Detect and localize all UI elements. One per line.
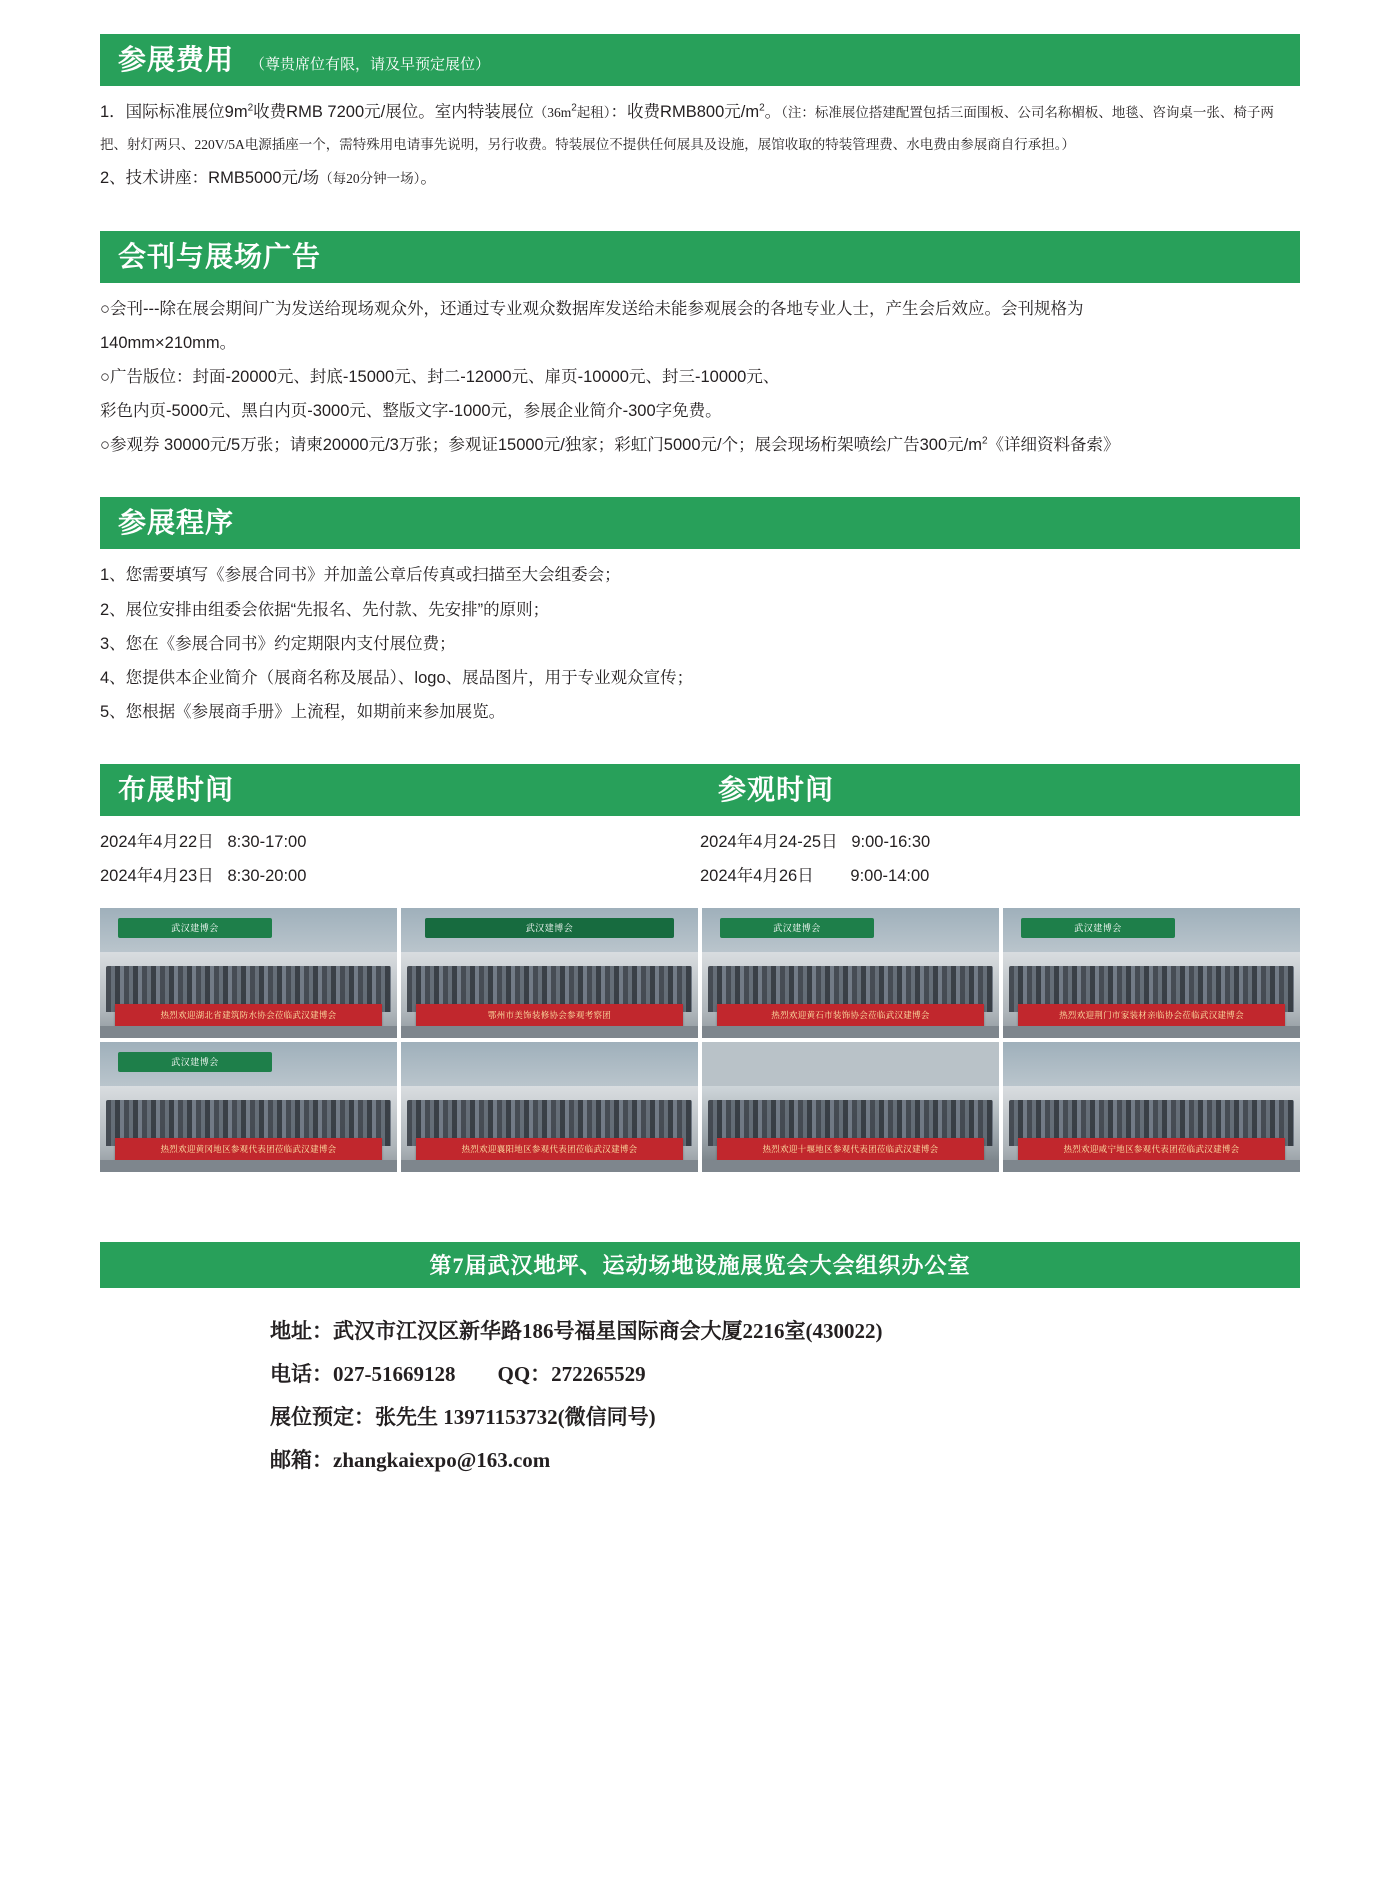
contact-phone-line <box>270 1353 1300 1396</box>
gallery-photo <box>702 908 999 1038</box>
contact-email-line <box>270 1439 1300 1482</box>
catalog-line-3: 彩色内页-5000元、黑白内页-3000元、整版文字-1000元，参展企业简介-300字免费。 <box>100 402 722 421</box>
photo-ground <box>1003 1026 1300 1038</box>
photo-ground <box>401 1026 698 1038</box>
fees-sup-2: 2 <box>571 102 577 114</box>
catalog-line-1: ○会刊---除在展会期间广为发送给现场观众外，还通过专业观众数据库发送给未能参观展会的各地专业人士，产生会后效应。会刊规格为 <box>100 299 1084 318</box>
fees-line1-f: 。 <box>764 103 782 121</box>
photo-ground <box>100 1026 397 1038</box>
fees-line-1 <box>100 96 1300 160</box>
gallery-photo <box>1003 908 1300 1038</box>
catalog-body <box>100 293 1300 462</box>
procedure-item-4: 4、您提供本企业简介（展商名称及展品）、logo、展品图片，用于专业观众宣传； <box>100 668 694 687</box>
gallery-photo <box>702 1042 999 1172</box>
qq-label: QQ： <box>497 1361 552 1386</box>
schedule-times <box>100 826 1300 894</box>
photo-ground <box>100 1160 397 1172</box>
procedure-item-3: 3、您在《参展合同书》约定期限内支付展位费； <box>100 634 456 653</box>
photo-expo-logo: 武汉建博会 <box>118 1052 272 1072</box>
catalog-line-1b: 140mm×210mm。 <box>100 333 237 352</box>
photo-welcome-banner: 鄂州市美饰装修协会参观考察团 <box>416 1004 683 1026</box>
fees-line-2 <box>100 162 1300 194</box>
section-header-fees <box>100 34 1300 86</box>
address-label: 地址： <box>270 1318 333 1343</box>
fees-line2-end: 。 <box>420 169 437 188</box>
procedure-item-1: 1、您需要填写《参展合同书》并加盖公章后传真或扫描至大会组委会； <box>100 566 621 585</box>
catalog-line-2: ○广告版位：封面-20000元、封底-15000元、封二-12000元、扉页-10000元、封三-10000元、 <box>100 367 780 386</box>
spacer-after-procedure <box>100 730 1300 764</box>
email-value[interactable]: zhangkaiexpo@163.com <box>333 1448 551 1472</box>
photo-expo-logo: 武汉建博会 <box>1021 918 1175 938</box>
visit-time-2: 2024年4月26日 9:00-14:00 <box>700 867 930 886</box>
schedule-header-row <box>100 764 1300 816</box>
catalog-line4-b: 《详细资料备索》 <box>987 436 1120 455</box>
procedure-body <box>100 559 1300 728</box>
photo-ground <box>401 1160 698 1172</box>
setup-times-column <box>100 826 700 894</box>
fees-note: （注：标准展位搭建配置包括三面围板、公司名称楣板、地毯、咨询桌一张、椅子两把、射灯两只、220V/5A电源插座一个，需特殊用电请事先说明，另行收费。特装展位不提供任何展具及设施，展馆收取的特装管理费、水电费由参展商自行承担。） <box>100 105 1274 153</box>
fees-body <box>100 96 1300 195</box>
fees-line1-c: （36m <box>533 105 572 120</box>
photo-welcome-banner: 热烈欢迎襄阳地区参观代表团莅临武汉建博会 <box>416 1138 683 1160</box>
section-title-visit: 参观时间 <box>718 774 835 806</box>
gallery-photo <box>100 1042 397 1172</box>
catalog-line4-sup: 2 <box>981 435 988 447</box>
gallery-photo <box>401 1042 698 1172</box>
fees-line2-text: 2、技术讲座：RMB5000元/场 <box>100 169 320 188</box>
photo-welcome-banner: 热烈欢迎湖北省建筑防水协会莅临武汉建博会 <box>115 1004 382 1026</box>
contact-address-line <box>270 1310 1300 1353</box>
fees-sup-1: 2 <box>247 102 254 114</box>
photo-welcome-banner: 热烈欢迎黄石市装饰协会莅临武汉建博会 <box>717 1004 984 1026</box>
phone-label: 电话： <box>270 1361 333 1386</box>
fees-line2-note: （每20分钟一场） <box>319 171 421 187</box>
booth-label: 展位预定： <box>270 1404 375 1429</box>
fees-line1-d: 起租） <box>576 105 611 120</box>
photo-welcome-banner: 热烈欢迎荆门市家装材亲临协会莅临武汉建博会 <box>1018 1004 1285 1026</box>
contact-block <box>100 1310 1300 1482</box>
photo-welcome-banner: 热烈欢迎咸宁地区参观代表团莅临武汉建博会 <box>1018 1138 1285 1160</box>
procedure-item-5: 5、您根据《参展商手册》上流程，如期前来参加展览。 <box>100 703 506 722</box>
section-title-fees: 参展费用 <box>118 44 235 75</box>
phone-value: 027-51669128 <box>333 1361 456 1386</box>
gallery-photo <box>1003 1042 1300 1172</box>
photo-ground <box>1003 1160 1300 1172</box>
footer-org-title: 第7届武汉地坪、运动场地设施展览会大会组织办公室 <box>429 1253 971 1279</box>
catalog-line-4 <box>100 429 1300 461</box>
fees-line1-a: 1．国际标准展位9m <box>100 103 248 121</box>
setup-time-2: 2024年4月23日 8:30-20:00 <box>100 867 307 886</box>
top-spacer <box>100 0 1300 34</box>
photo-expo-logo: 武汉建博会 <box>425 918 674 938</box>
fees-sup-3: 2 <box>759 102 765 114</box>
photo-welcome-banner: 热烈欢迎黄冈地区参观代表团莅临武汉建博会 <box>115 1138 382 1160</box>
qq-value: 272265529 <box>551 1361 646 1386</box>
address-value: 武汉市江汉区新华路186号福星国际商会大厦2216室(430022) <box>333 1318 883 1343</box>
visit-times-column <box>700 826 1300 894</box>
spacer-after-fees <box>100 197 1300 231</box>
photo-welcome-banner: 热烈欢迎十堰地区参观代表团莅临武汉建博会 <box>717 1138 984 1160</box>
photo-ground <box>702 1160 999 1172</box>
procedure-item-2: 2、展位安排由组委会依据“先报名、先付款、先安排”的原则； <box>100 600 550 619</box>
contact-booth-line <box>270 1396 1300 1439</box>
section-header-catalog <box>100 231 1300 283</box>
visit-time-1: 2024年4月24-25日 9:00-16:30 <box>700 833 931 852</box>
section-title-catalog: 会刊与展场广告 <box>118 240 322 272</box>
fees-line1-b: 收费RMB 7200元/展位。室内特装展位 <box>253 103 534 121</box>
setup-time-1: 2024年4月22日 8:30-17:00 <box>100 833 307 852</box>
section-header-procedure <box>100 497 1300 549</box>
photo-gallery <box>100 908 1300 1172</box>
gallery-photo <box>401 908 698 1038</box>
photo-ground <box>702 1026 999 1038</box>
footer-org-bar <box>100 1242 1300 1288</box>
section-title-setup: 布展时间 <box>118 774 235 806</box>
photo-expo-logo: 武汉建博会 <box>720 918 874 938</box>
spacer-after-catalog <box>100 463 1300 497</box>
section-header-setup <box>100 764 700 816</box>
catalog-line4-a: ○参观券 30000元/5万张；请柬20000元/3万张；参观证15000元/独家；彩虹门5000元/个；展会现场桁架喷绘广告300元/m <box>100 436 982 455</box>
section-header-visit <box>700 764 1300 816</box>
section-subtitle-fees: （尊贵席位有限，请及早预定展位） <box>250 55 491 73</box>
fees-line1-e: ：收费RMB800元/m <box>610 103 760 121</box>
photo-expo-logo: 武汉建博会 <box>118 918 272 938</box>
booth-value: 张先生 13971153732(微信同号) <box>375 1404 656 1429</box>
email-label: 邮箱： <box>270 1448 333 1472</box>
section-title-procedure: 参展程序 <box>118 507 235 539</box>
gallery-photo <box>100 908 397 1038</box>
